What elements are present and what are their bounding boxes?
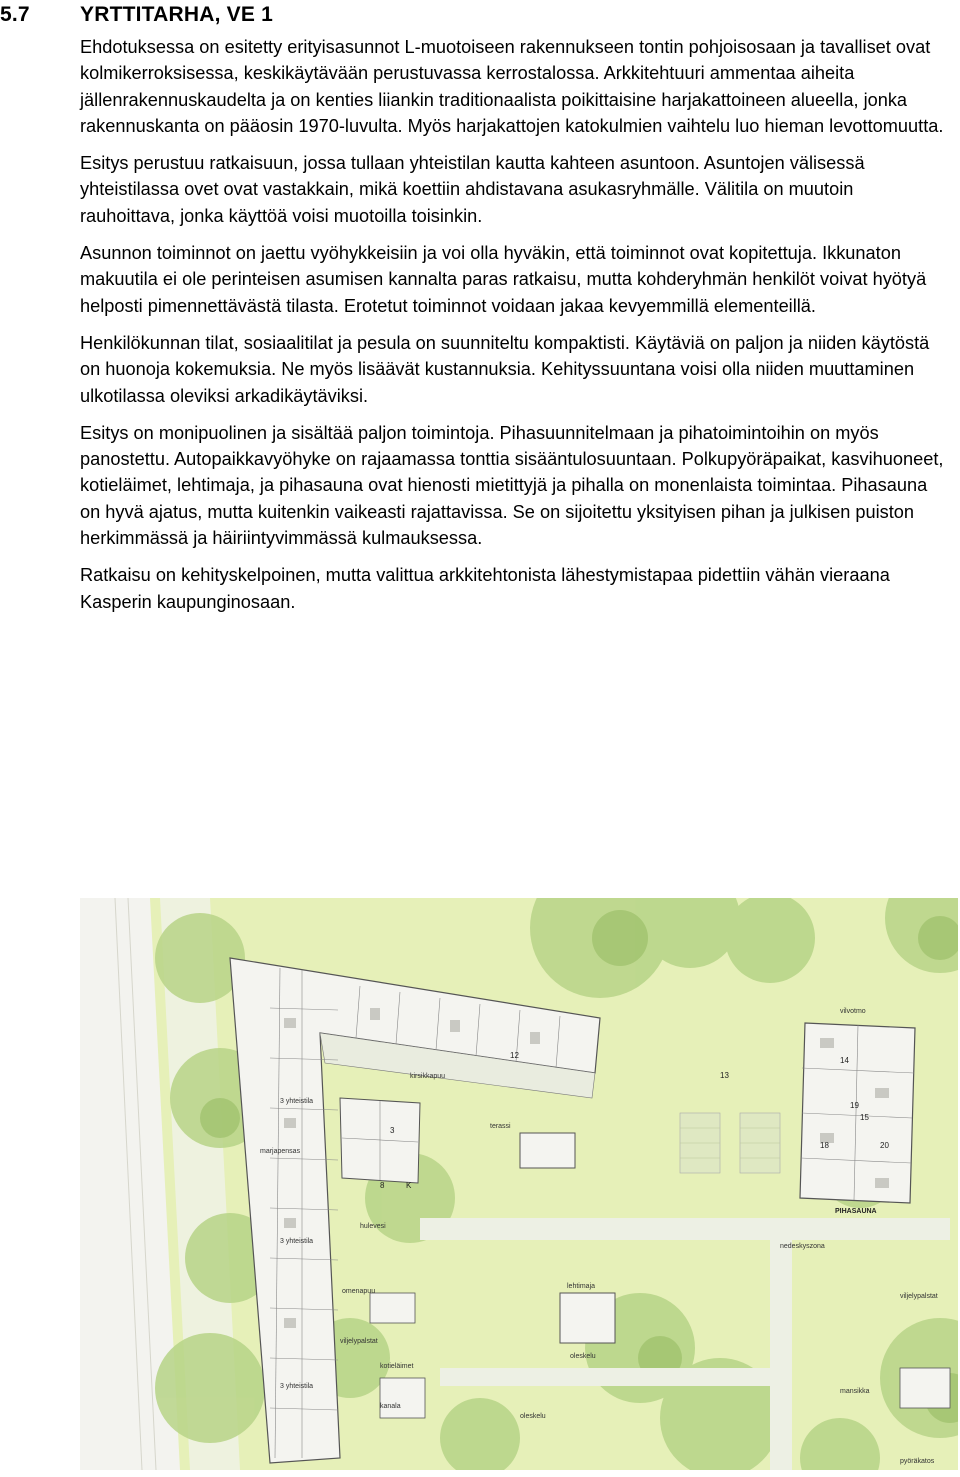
label: PIHASAUNA (835, 1208, 877, 1215)
label: omenapuu (342, 1288, 376, 1295)
label: 13 (720, 1071, 729, 1080)
label: 20 (880, 1141, 889, 1150)
greenhouse (520, 1133, 575, 1168)
label: 15 (860, 1113, 869, 1122)
paragraph: Ratkaisu on kehityskelpoinen, mutta valittua arkkitehtonista lähestymistapaa pidettiin vähän vieraana Kasperin kaupunginosaan. (80, 565, 890, 612)
paragraph: Esitys on monipuolinen ja sisältää paljon toimintoja. Pihasuunnitelmaan ja pihatoimintoihin on myös panostettu. Autopaikkavyöhyke on rajaamassa tonttia sisääntulosuuntaan. Polkupyöräpaikat, kasvihuoneet, kotieläimet, lehtimaja, ja pihasauna ovat hienosti mietittyjä ja pihalla on monenlaista toimintaa. Pihasauna on hyvä ajatus, mutta kuitenkin vaikeasti rajattavissa. Se on sijoitettu yksityisen pihan ja julkisen puiston herkimmässä ja häiriintyvimmässä kulmauksessa. (80, 422, 944, 549)
lehtimaja-structure (560, 1293, 615, 1343)
label: 12 (510, 1051, 519, 1060)
label: kirsikkapuu (410, 1073, 446, 1080)
label: nedeskyszona (780, 1243, 825, 1250)
small-building (380, 1378, 425, 1418)
label: kanala (380, 1403, 401, 1410)
site-plan-image (80, 898, 958, 1470)
label: vilvotmo (840, 1008, 866, 1015)
label: 8 (380, 1181, 385, 1190)
label: terassi (490, 1123, 511, 1130)
site-plan-drawing (80, 898, 958, 1470)
label: 3 yhteistila (280, 1098, 314, 1105)
label: 18 (820, 1141, 829, 1150)
label: oleskelu (570, 1353, 596, 1360)
section-title: YRTTITARHA, VE 1 (80, 3, 273, 26)
label: 3 yhteistila (280, 1383, 314, 1390)
paragraph: Esitys perustuu ratkaisuun, jossa tullaan yhteistilan kautta kahteen asuntoon. Asuntojen välisessä yhteistilassa ovet ovat vastakkain, mikä koettiin ahdistavana asukasryhmälle. Välitila on muutoin rauhoittava, jonka käyttöä voisi muotoilla toisinkin. (80, 153, 865, 226)
building-apartments (800, 1023, 915, 1203)
small-building (370, 1293, 415, 1323)
label: hulevesi (360, 1223, 386, 1230)
label: marjapensas (260, 1148, 301, 1155)
paragraph: Henkilökunnan tilat, sosiaalitilat ja pesula on suunniteltu kompaktisti. Käytäviä on paljon ja niiden käytöstä on huonoja kokemuksia. Ne myös lisäävät kustannuksia. Kehityssuuntana voisi olla niiden muuttaminen ulkotilassa oleviksi arkadikäytäviksi. (80, 332, 930, 406)
label: kotieläimet (380, 1363, 414, 1370)
label: 19 (850, 1101, 859, 1110)
label: viljelypalstat (900, 1293, 938, 1300)
paragraph: Ehdotuksessa on esitetty erityisasunnot L-muotoiseen rakennukseen tontin pohjoisosaan ja tavalliset ovat kolmikerroksisessa, keskikäytävään perustuvassa kerrostalossa. Arkkitehtuuri ammentaa aiheita jällenrakennuskaudelta ja on kenties liiankin traditionaalista poikittaisine harjakattoineen alueella, jonka rakennuskanta on pääosin 1970-luvulta. Myös harjakattojen katokulmien vaihtelu luo hieman levottomuutta. (80, 37, 944, 136)
label: viljelypalstat (340, 1338, 378, 1345)
label: pyöräkatos (900, 1458, 935, 1465)
document-body (80, 34, 950, 626)
building-common (340, 1098, 420, 1183)
label: mansikka (840, 1388, 870, 1395)
label: 3 yhteistila (280, 1238, 314, 1245)
section-number: 5.7 (0, 3, 30, 26)
label: 3 (390, 1126, 395, 1135)
label: K (406, 1181, 412, 1190)
label: 14 (840, 1056, 849, 1065)
section-heading (0, 0, 273, 30)
bike-shelter (900, 1368, 950, 1408)
paragraph: Asunnon toiminnot on jaettu vyöhykkeisiin ja voi olla hyväkin, että toiminnot ovat kopitettuja. Ikkunaton makuutila ei ole perinteisen asumisen kannalta paras ratkaisu, mutta kohderyhmän henkilöt voivat hyötyä helposti pimennettävästä tilasta. Erotetut toiminnot voidaan jakaa kevyemmillä elementeillä. (80, 243, 927, 316)
label: lehtimaja (567, 1283, 596, 1290)
label: oleskelu (520, 1413, 546, 1420)
